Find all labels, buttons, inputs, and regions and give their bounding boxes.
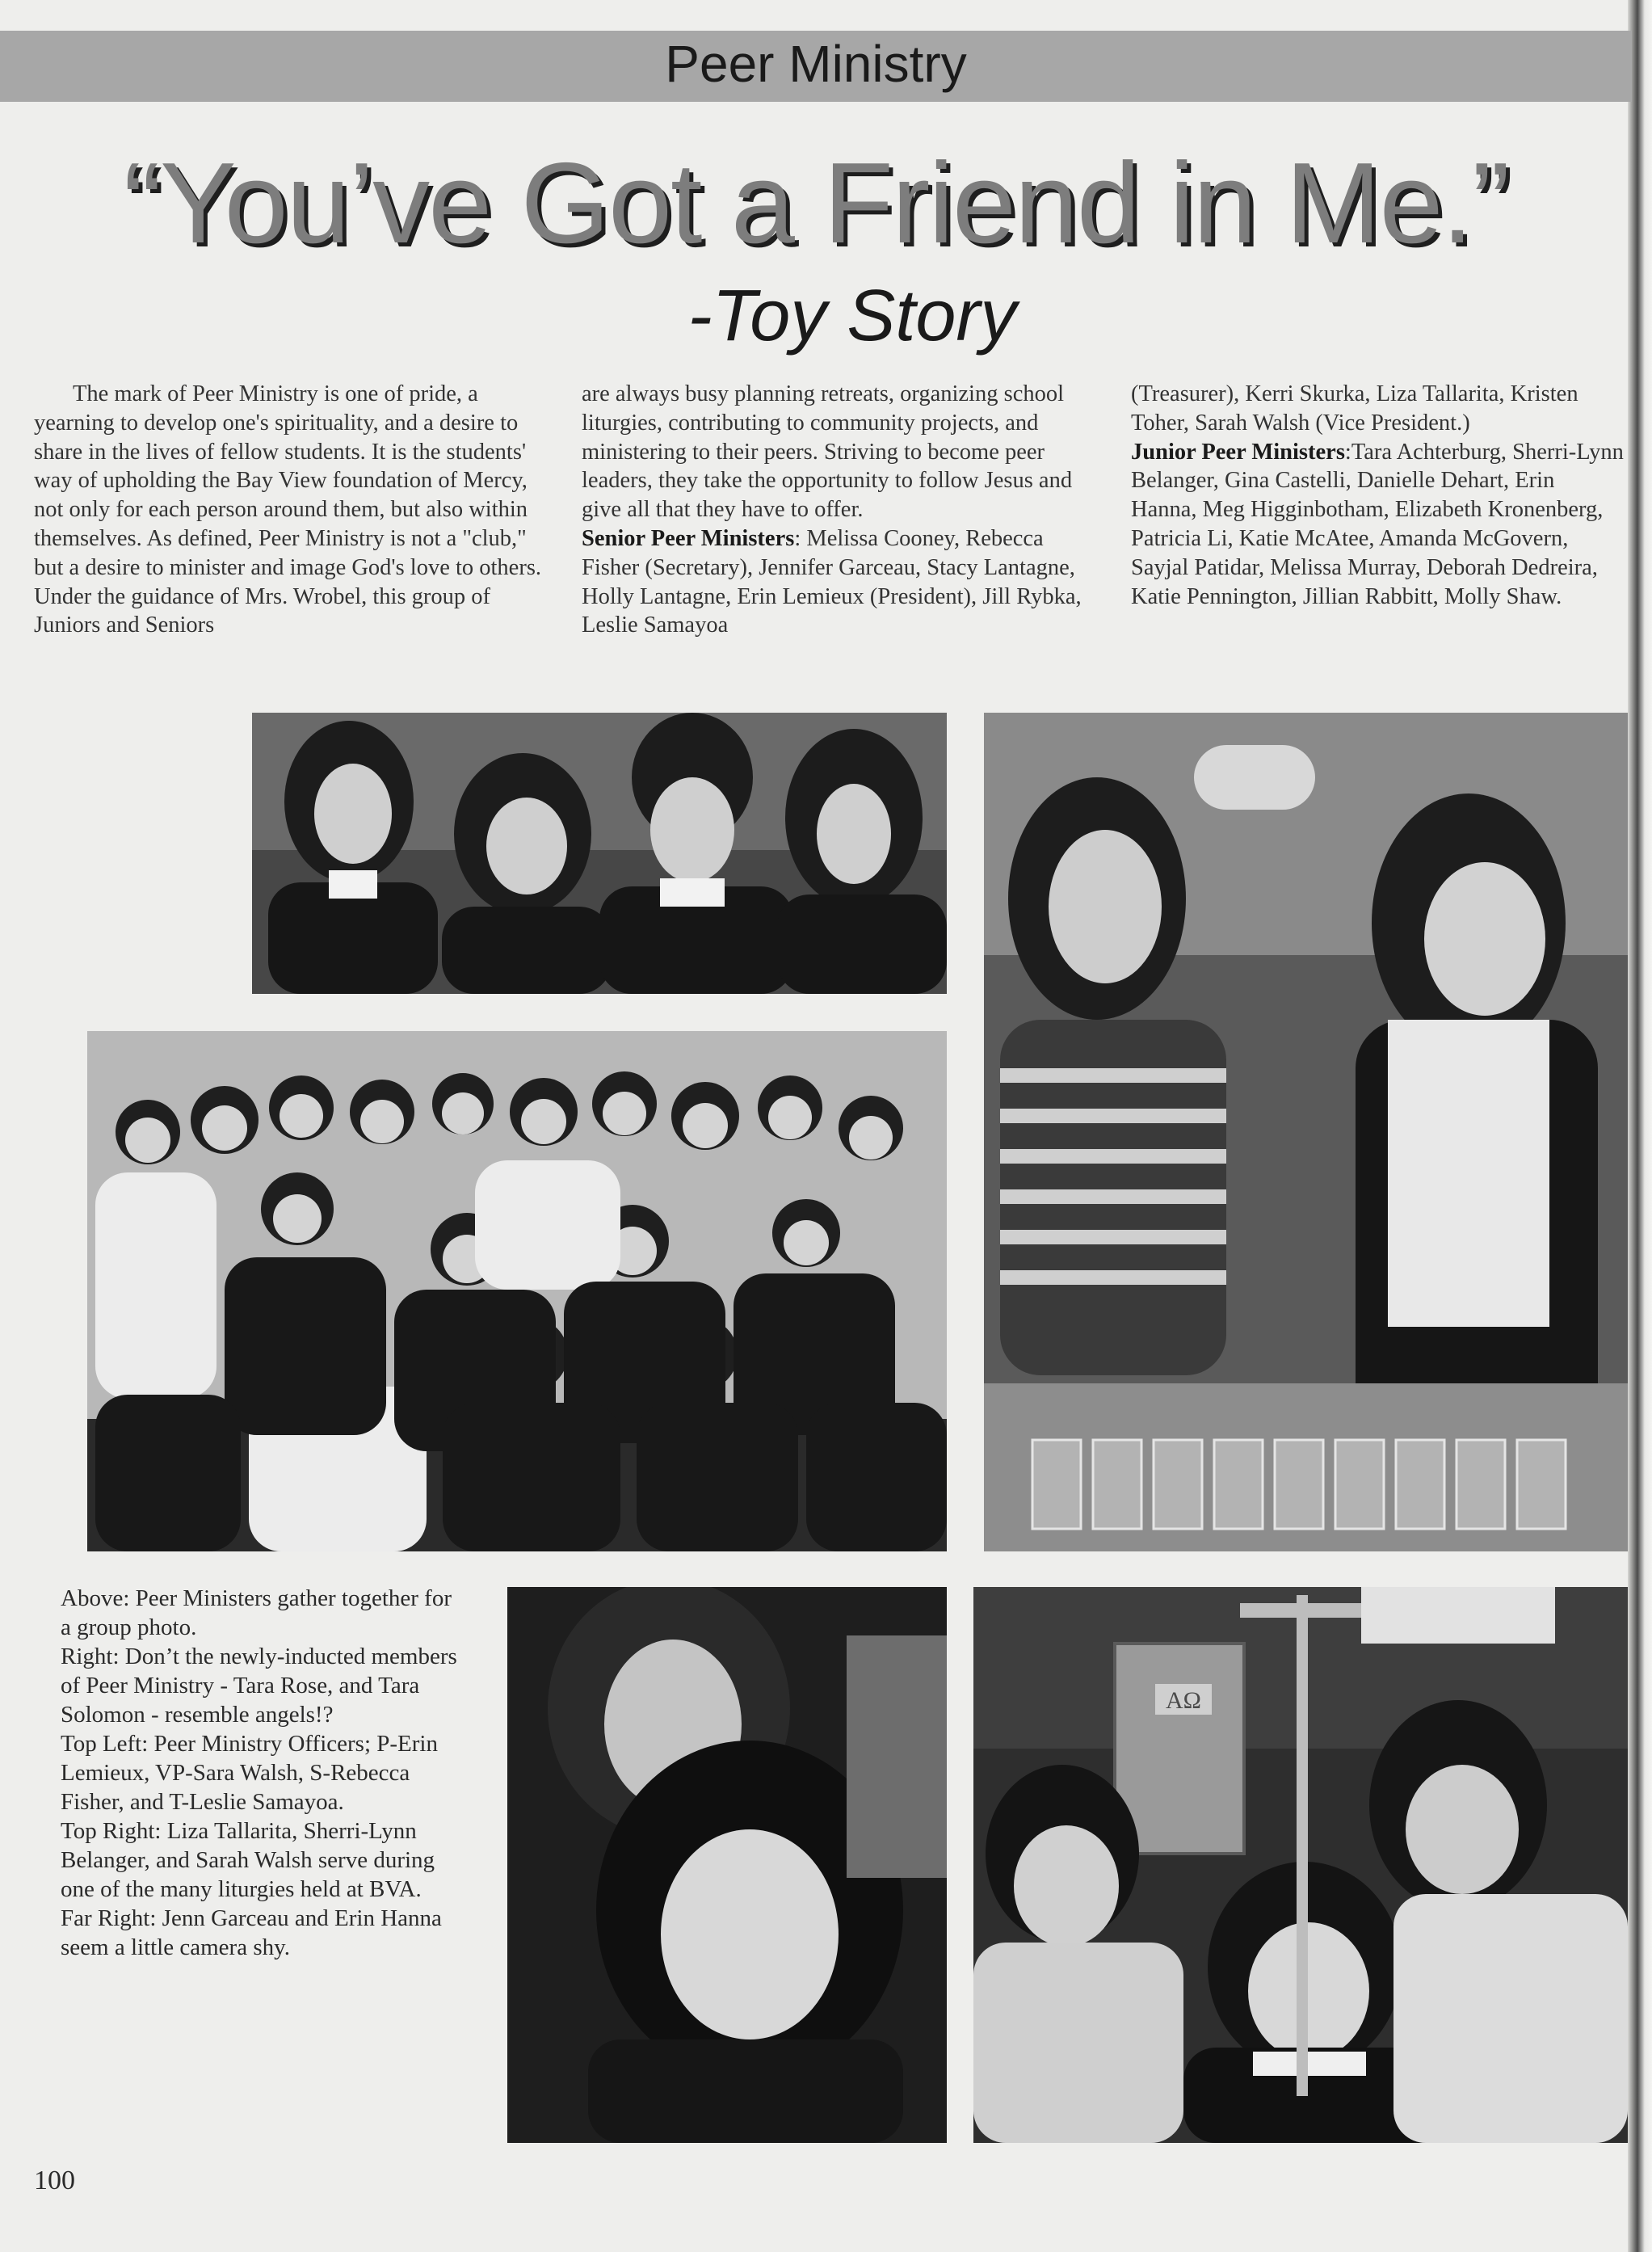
senior-ministers-label: Senior Peer Ministers [582,525,795,551]
intro-paragraph: The mark of Peer Ministry is one of pride, a yearning to develop one's spirituality, and a desire to share in the lives of fellow students. It is the students' way of upholding the Bay View foundation of Mercy, not only for each person around them, but also within themselves. As defined, Peer Ministry is not a "club," but a desire to minister and image God's love to others. Under the guidance of Mrs. Wrobel, this group of Juniors and Seniors [34,381,542,638]
senior-ministers-names: : Melissa Cooney, Rebecca Fisher (Secretary), Jennifer Garceau, Stacy Lantagne, Holly Lantagne, Erin Lemieux (President), Jill Rybka, Leslie Samayoa [582,525,1082,638]
group-photo [87,1031,947,1551]
procession-photo [973,1587,1628,2143]
angels-photo [507,1587,947,2143]
activities-paragraph: are always busy planning retreats, organizing school liturgies, contributing to community projects, and ministering to their peers. Striving to become peer leaders, they take the opportunity to follow Jesus and give all that they have to offer. [582,381,1073,523]
senior-ministers-paragraph [582,524,1099,640]
caption-above: Above: Peer Ministers gather together for a group photo. [61,1585,452,1640]
caption-far-right: Far Right: Jenn Garceau and Erin Hanna seem a little camera shy. [61,1905,442,1960]
headline: “You’ve Got a Friend in Me.” [123,139,1509,267]
body-column-3 [1131,380,1624,611]
junior-ministers-names: :Tara Achterburg, Sherri-Lynn Belanger, Gina Castelli, Danielle Dehart, Erin Hanna, Meg Higginbotham, Elizabeth Kronenberg, Patricia Li, Katie McAtee, Amanda McGovern, Sayjal Patidar, Melissa Murray, Deborah Dedreira, Katie Pennington, Jillian Rabbitt, Molly Shaw. [1131,439,1624,609]
body-column-2 [582,380,1099,640]
caption-top-right: Top Right: Liza Tallarita, Sherri-Lynn Belanger, and Sarah Walsh serve during one of the many liturgies held at BVA. [61,1818,435,1902]
section-title: Peer Ministry [665,35,967,93]
sign-letters: AΩ [1166,1687,1201,1714]
junior-ministers-label: Junior Peer Ministers [1131,439,1345,465]
serving-liturgy-photo [984,713,1628,1551]
subheadline: -Toy Story [687,276,1017,356]
junior-ministers-paragraph [1131,438,1624,612]
body-column-1 [34,380,551,640]
caption-right: Right: Don’t the newly-inducted members of Peer Ministry - Tara Rose, and Tara Solomon - resemble angels!? [61,1644,457,1728]
senior-ministers-continued: (Treasurer), Kerri Skurka, Liza Tallarita, Kristen Toher, Sarah Walsh (Vice President.) [1131,381,1578,436]
officers-photo [252,713,947,994]
page-number: 100 [34,2166,75,2195]
caption-top-left: Top Left: Peer Ministry Officers; P-Erin Lemieux, VP-Sara Walsh, S-Rebecca Fisher, and T-Leslie Samayoa. [61,1731,438,1815]
photo-captions [61,1584,464,1962]
